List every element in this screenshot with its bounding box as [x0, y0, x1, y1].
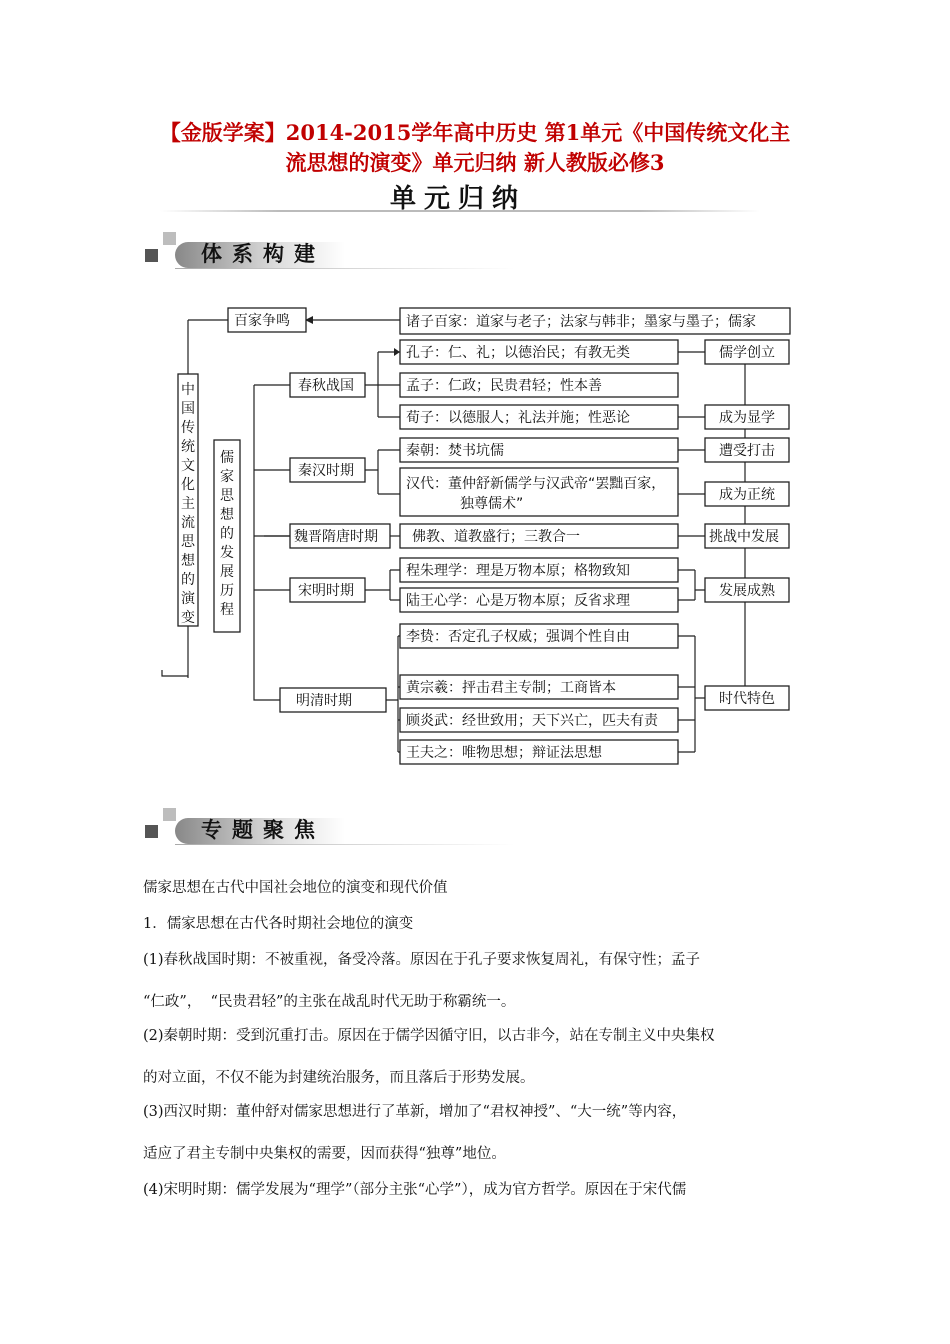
- status-zhengtong: 成为正统: [719, 487, 775, 503]
- para-3b: 适应了君主专制中央集权的需要，因而获得“独尊”地位。: [143, 1146, 506, 1162]
- decor-square-dark: [145, 249, 158, 262]
- decor-square-dark: [145, 825, 158, 838]
- para-2b: 的对立面，不仅不能为封建统治服务，而且落后于形势发展。: [143, 1070, 535, 1086]
- node-xunzi: 荀子：以德服人；礼法并施；性恶论: [406, 410, 630, 426]
- para-1a: (1)春秋战国时期：不被重视，备受冷落。原因在于孔子要求恢复周礼，有保守性；孟子: [143, 952, 701, 968]
- concept-diagram: [150, 290, 800, 770]
- heading-underline: [175, 844, 515, 845]
- node-guyanwu: 顾炎武：经世致用；天下兴亡，匹夫有责: [406, 713, 658, 729]
- heading-underline: [175, 268, 515, 269]
- node-baijia-detail: 诸子百家：道家与老子；法家与韩非；墨家与墨子；儒家: [406, 314, 756, 330]
- status-chengshu: 发展成熟: [719, 583, 775, 599]
- node-mengzi: 孟子：仁政；民贵君轻；性本善: [406, 378, 602, 394]
- heading-1: 1．儒家思想在古代各时期社会地位的演变: [143, 916, 414, 932]
- decor-square-light: [163, 808, 176, 821]
- node-baijia: 百家争鸣: [234, 313, 290, 329]
- node-chengzhu: 程朱理学：理是万物本原；格物致知: [406, 563, 630, 579]
- node-kongzi: 孔子：仁、礼；以德治民；有教无类: [406, 345, 630, 361]
- node-lizhi: 李贽：否定孔子权威；强调个性自由: [406, 629, 630, 645]
- node-period-mingqing: 明清时期: [296, 693, 352, 709]
- status-xianxue: 成为显学: [719, 410, 775, 426]
- node-han-line2: 独尊儒术”: [460, 496, 524, 512]
- status-shidai: 时代特色: [719, 691, 775, 707]
- para-1b: “仁政”， “民贵君轻”的主张在战乱时代无助于称霸统一。: [143, 994, 516, 1010]
- status-tiaozhan: 挑战中发展: [709, 529, 779, 545]
- section-heading-text: 专题聚焦: [201, 818, 325, 842]
- title-line-1: 【金版学案】2014-2015学年高中历史 第1单元《中国传统文化主: [159, 120, 791, 145]
- node-period-songming: 宋明时期: [298, 583, 354, 599]
- node-weijin-detail: 佛教、道教盛行；三教合一: [412, 529, 580, 545]
- diagram-root-label: 中国传统文化主流思想的演变: [181, 382, 195, 626]
- node-luwang: 陆王心学：心是万物本原；反省求理: [406, 593, 630, 609]
- status-chuangli: 儒学创立: [719, 345, 775, 361]
- unit-banner-text: 单元归纳: [390, 184, 527, 214]
- node-qin: 秦朝：焚书坑儒: [406, 443, 504, 459]
- section-heading-text: 体系构建: [201, 242, 325, 266]
- title-line-2: 流思想的演变》单元归纳 新人教版必修3: [285, 150, 665, 175]
- decor-square-light: [163, 232, 176, 245]
- section-heading-system: [145, 232, 525, 272]
- topic-line: 儒家思想在古代中国社会地位的演变和现代价值: [143, 880, 448, 896]
- node-han-line1: 汉代：董仲舒新儒学与汉武帝“罢黜百家，: [406, 476, 666, 492]
- section-heading-focus: [145, 808, 525, 848]
- document-title: [120, 118, 830, 178]
- diagram-branch-label: 儒家思想的发展历程: [220, 450, 234, 618]
- node-period-weijin: 魏晋隋唐时期: [294, 529, 378, 545]
- para-2a: (2)秦朝时期：受到沉重打击。原因在于儒学因循守旧，以古非今，站在专制主义中央集权: [143, 1028, 715, 1044]
- node-huangzongxi: 黄宗羲：抨击君主专制；工商皆本: [406, 680, 616, 696]
- status-daji: 遭受打击: [719, 443, 775, 459]
- para-4a: (4)宋明时期：儒学发展为“理学”（部分主张“心学”），成为官方哲学。原因在于宋代儒: [143, 1182, 687, 1198]
- node-period-qinhan: 秦汉时期: [298, 463, 354, 479]
- node-wangfuzhi: 王夫之：唯物思想；辩证法思想: [406, 745, 602, 761]
- unit-banner: [160, 176, 800, 220]
- node-period-chunqiu: 春秋战国: [298, 378, 354, 394]
- para-3a: (3)西汉时期：董仲舒对儒家思想进行了革新，增加了“君权神授”、“大一统”等内容，: [143, 1104, 687, 1120]
